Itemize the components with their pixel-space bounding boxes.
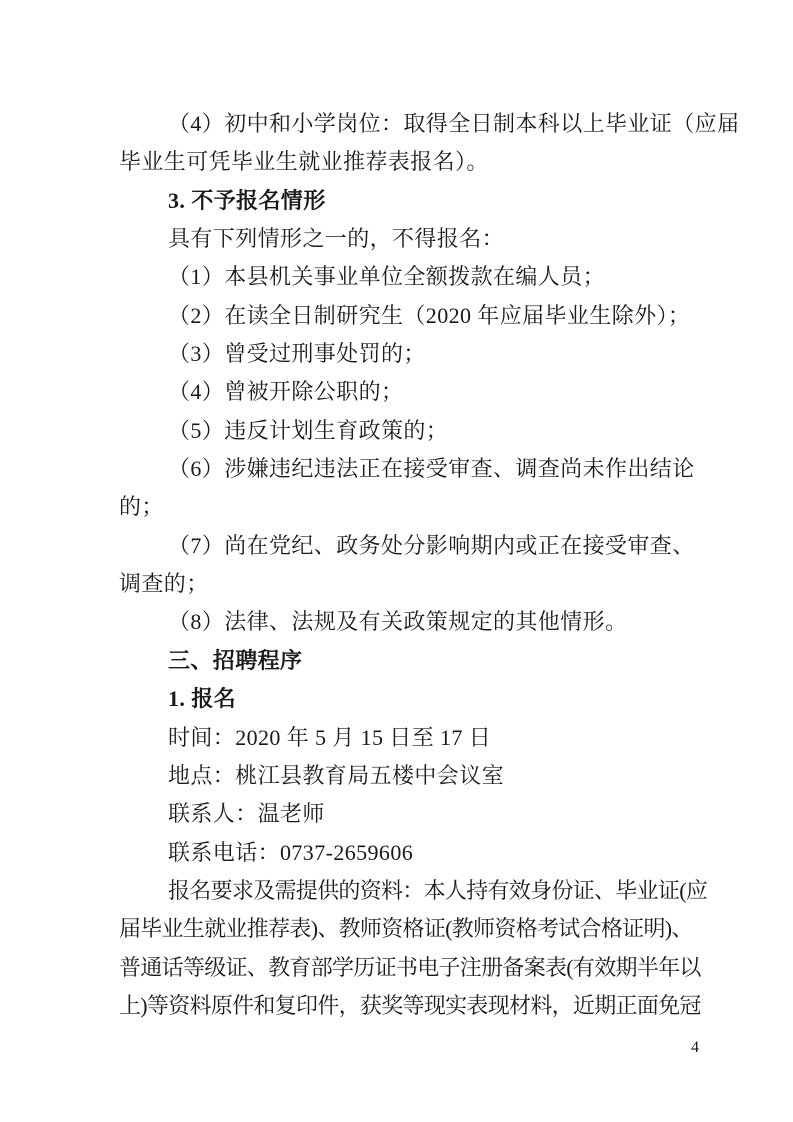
document-text-line: 具有下列情形之一的，不得报名： bbox=[168, 226, 505, 252]
document-heading-line: 1. 报名 bbox=[168, 686, 237, 712]
document-text-line: 调查的； bbox=[119, 571, 209, 597]
document-text-line: （3）曾受过刑事处罚的； bbox=[168, 341, 426, 367]
document-text-line: （7）尚在党纪、政务处分影响期内或正在接受审查、 bbox=[168, 532, 695, 558]
page-number: 4 bbox=[691, 1039, 699, 1056]
document-heading-line: 三、招聘程序 bbox=[168, 647, 303, 673]
document-text-line: 联系电话：0737-2659606 bbox=[168, 839, 414, 865]
document-text-line: （1）本县机关事业单位全额拨款在编人员； bbox=[168, 264, 606, 290]
document-text-line: （6）涉嫌违纪违法正在接受审查、调查尚未作出结论 bbox=[168, 456, 695, 482]
document-text-line: 毕业生可凭毕业生就业推荐表报名）。 bbox=[119, 149, 489, 175]
document-text-line: 普通话等级证、教育部学历证书电子注册备案表(有效期半年以 bbox=[119, 954, 701, 980]
document-text-line: （4）初中和小学岗位：取得全日制本科以上毕业证（应届 bbox=[168, 111, 740, 136]
document-text-line: 联系人：温老师 bbox=[168, 801, 325, 827]
document-text-line: （8）法律、法规及有关政策规定的其他情形。 bbox=[168, 609, 628, 635]
document-text-line: （2）在读全日制研究生（2020 年应届毕业生除外）； bbox=[168, 302, 691, 328]
document-text-line: 届毕业生就业推荐表)、教师资格证(教师资格考试合格证明)、 bbox=[119, 916, 693, 942]
document-text-line: 上)等资料原件和复印件，获奖等现实表现材料，近期正面免冠 bbox=[119, 992, 701, 1018]
document-heading-line: 3. 不予报名情形 bbox=[168, 187, 326, 213]
document-text-line: （4）曾被开除公职的； bbox=[168, 379, 404, 405]
document-text-line: 地点：桃江县教育局五楼中会议室 bbox=[168, 762, 505, 788]
document-text-line: 报名要求及需提供的资料：本人持有效身份证、毕业证(应 bbox=[168, 877, 708, 903]
document-body bbox=[119, 105, 740, 1025]
document-text-line: 时间：2020 年 5 月 15 日至 17 日 bbox=[168, 724, 492, 750]
document-text-line: 的； bbox=[119, 494, 164, 520]
document-text-line: （5）违反计划生育政策的； bbox=[168, 417, 449, 443]
